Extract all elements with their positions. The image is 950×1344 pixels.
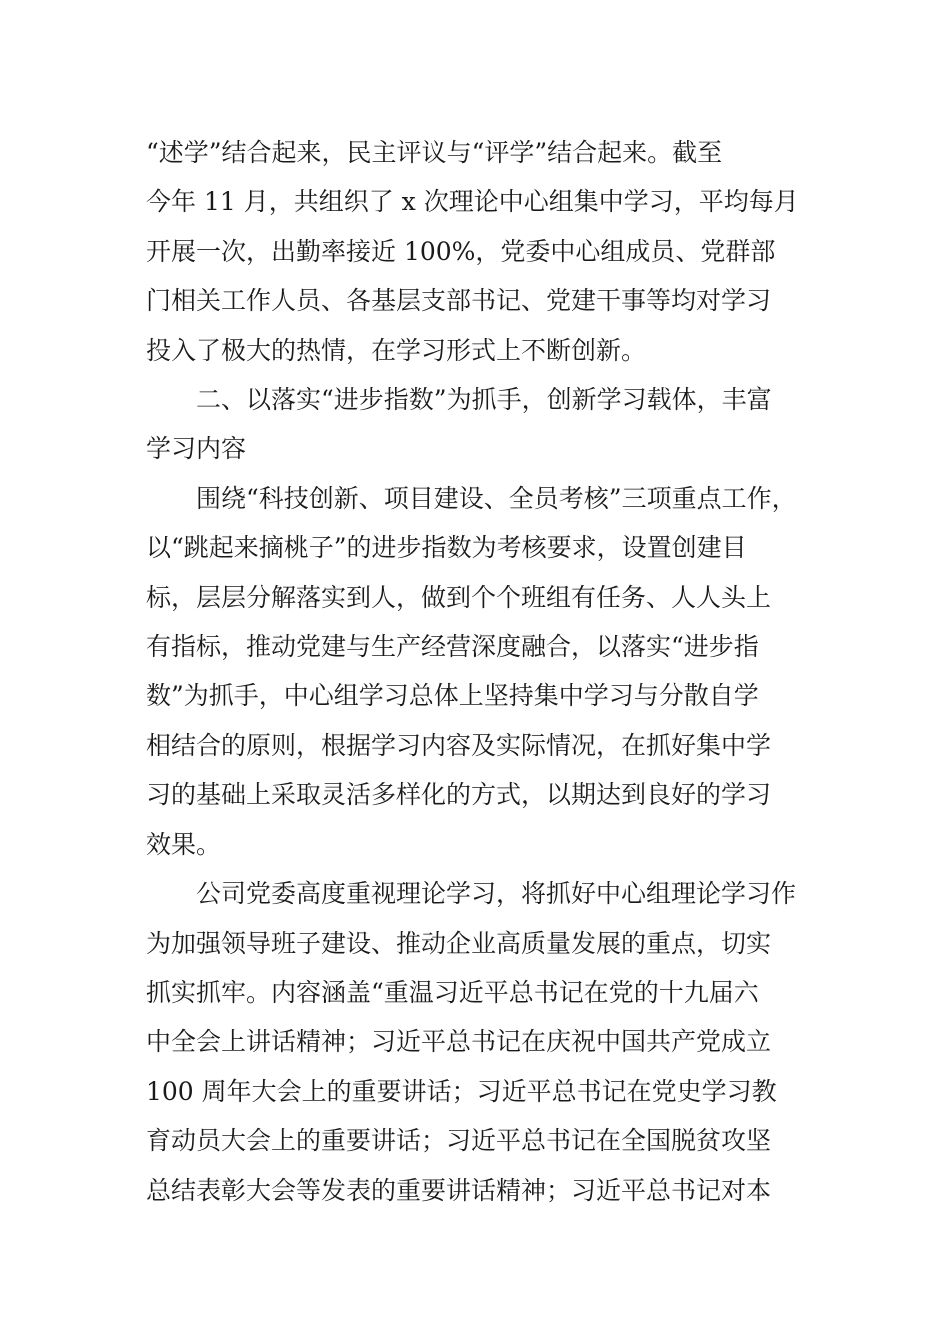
text-line: 100 周年大会上的重要讲话；习近平总书记在党史学习教 xyxy=(146,1076,777,1106)
text-line: 抓实抓牢。内容涵盖“重温习近平总书记在党的十九届六 xyxy=(146,977,759,1007)
text-line: 中全会上讲话精神；习近平总书记在庆祝中国共产党成立 xyxy=(146,1027,772,1057)
text-line: 投入了极大的热情，在学习形式上不断创新。 xyxy=(146,335,647,365)
text-line: “述学”结合起来，民主评议与“评学”结合起来。截至 xyxy=(146,138,723,167)
text-line: 习的基础上采取灵活多样化的方式，以期达到良好的学习 xyxy=(146,780,772,810)
text-line: 总结表彰大会等发表的重要讲话精神；习近平总书记对本 xyxy=(146,1175,772,1205)
section-heading-line: 二、以落实“进步指数”为抓手，创新学习载体，丰富 xyxy=(146,385,772,415)
text-line: 为加强领导班子建设、推动企业高质量发展的重点，切实 xyxy=(146,928,772,958)
text-line: 相结合的原则，根据学习内容及实际情况，在抓好集中学 xyxy=(146,730,772,760)
document-body xyxy=(146,128,810,1215)
text-line: 育动员大会上的重要讲话；习近平总书记在全国脱贫攻坚 xyxy=(146,1126,772,1156)
section-heading-line: 学习内容 xyxy=(146,434,247,464)
text-line: 今年 11 月，共组织了 x 次理论中心组集中学习，平均每月 xyxy=(146,187,799,217)
text-line: 开展一次，出勤率接近 100%，党委中心组成员、党群部 xyxy=(146,236,776,266)
text-line: 以“跳起来摘桃子”的进步指数为考核要求，设置创建目 xyxy=(146,533,747,563)
text-line: 门相关工作人员、各基层支部书记、党建干事等均对学习 xyxy=(146,286,772,316)
text-line: 效果。 xyxy=(146,829,222,859)
text-line: 标，层层分解落实到人，做到个个班组有任务、人人头上 xyxy=(146,582,772,612)
text-line: 数”为抓手，中心组学习总体上坚持集中学习与分散自学 xyxy=(146,681,759,711)
text-line: 有指标，推动党建与生产经营深度融合，以落实“进步指 xyxy=(146,632,759,662)
text-line: 围绕“科技创新、项目建设、全员考核”三项重点工作， xyxy=(146,483,797,513)
text-line: 公司党委高度重视理论学习，将抓好中心组理论学习作 xyxy=(146,879,797,909)
